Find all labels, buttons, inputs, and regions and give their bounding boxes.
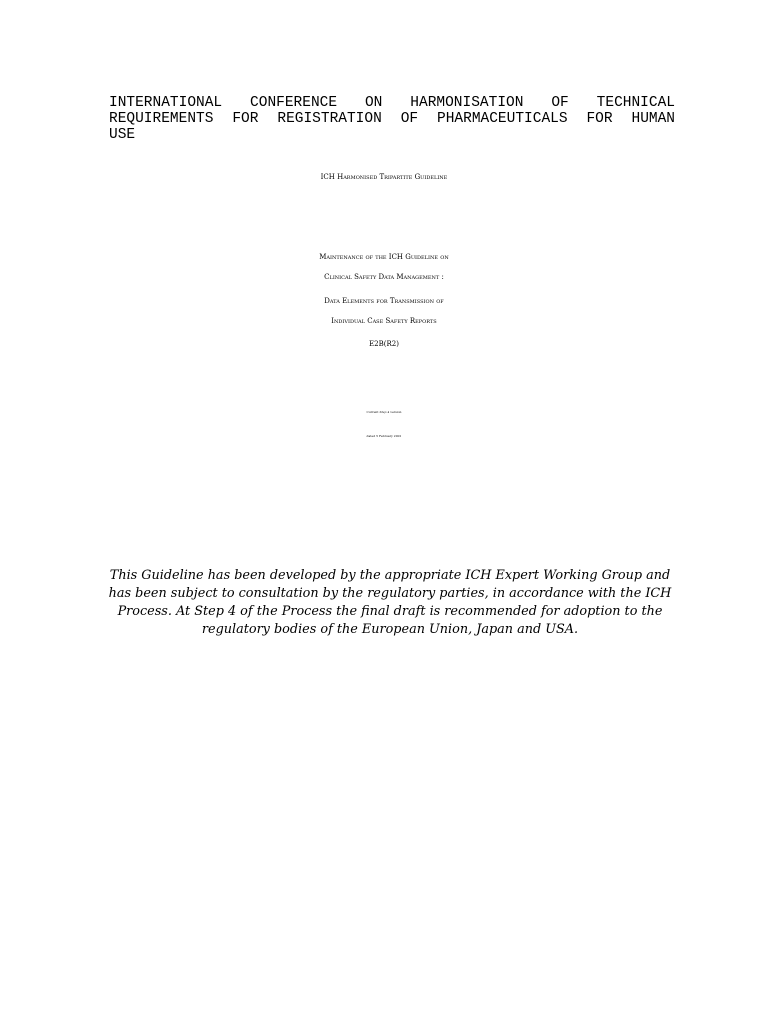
document-title-line-3: Data Elements for Transmission of [324, 297, 444, 305]
document-code: E2B(R2) [369, 340, 399, 348]
version-date: dated 5 February 2001 [366, 434, 402, 438]
version-step: Step 4 [379, 410, 390, 414]
document-title-line-1: Maintenance of the ICH Guideline on [319, 253, 449, 261]
conference-header-line-3: USE [109, 127, 136, 143]
conference-header-line-1: INTERNATIONAL CONFERENCE ON HARMONISATION OF TECHNICAL [109, 95, 675, 111]
notice-line-4: regulatory bodies of the European Union, Japan and USA. [201, 622, 579, 637]
version-prefix: Current [366, 410, 380, 414]
document-title-line-4: Individual Case Safety Reports [331, 317, 437, 325]
notice-line-2: has been subject to consultation by the regulatory parties, in accordance with the ICH [108, 586, 672, 601]
conference-header-line-2: REQUIREMENTS FOR REGISTRATION OF PHARMACEUTICALS FOR HUMAN [109, 111, 675, 127]
document-title-line-2: Clinical Safety Data Management : [324, 273, 444, 281]
guideline-notice [100, 567, 680, 639]
version-statement [0, 403, 768, 421]
notice-line-3: Process. At Step 4 of the Process the final draft is recommended for adoption to the [117, 604, 663, 619]
guideline-type: ICH Harmonised Tripartite Guideline [320, 173, 448, 181]
notice-line-1: This Guideline has been developed by the appropriate ICH Expert Working Group and [109, 568, 671, 583]
version-suffix: version [389, 410, 402, 414]
